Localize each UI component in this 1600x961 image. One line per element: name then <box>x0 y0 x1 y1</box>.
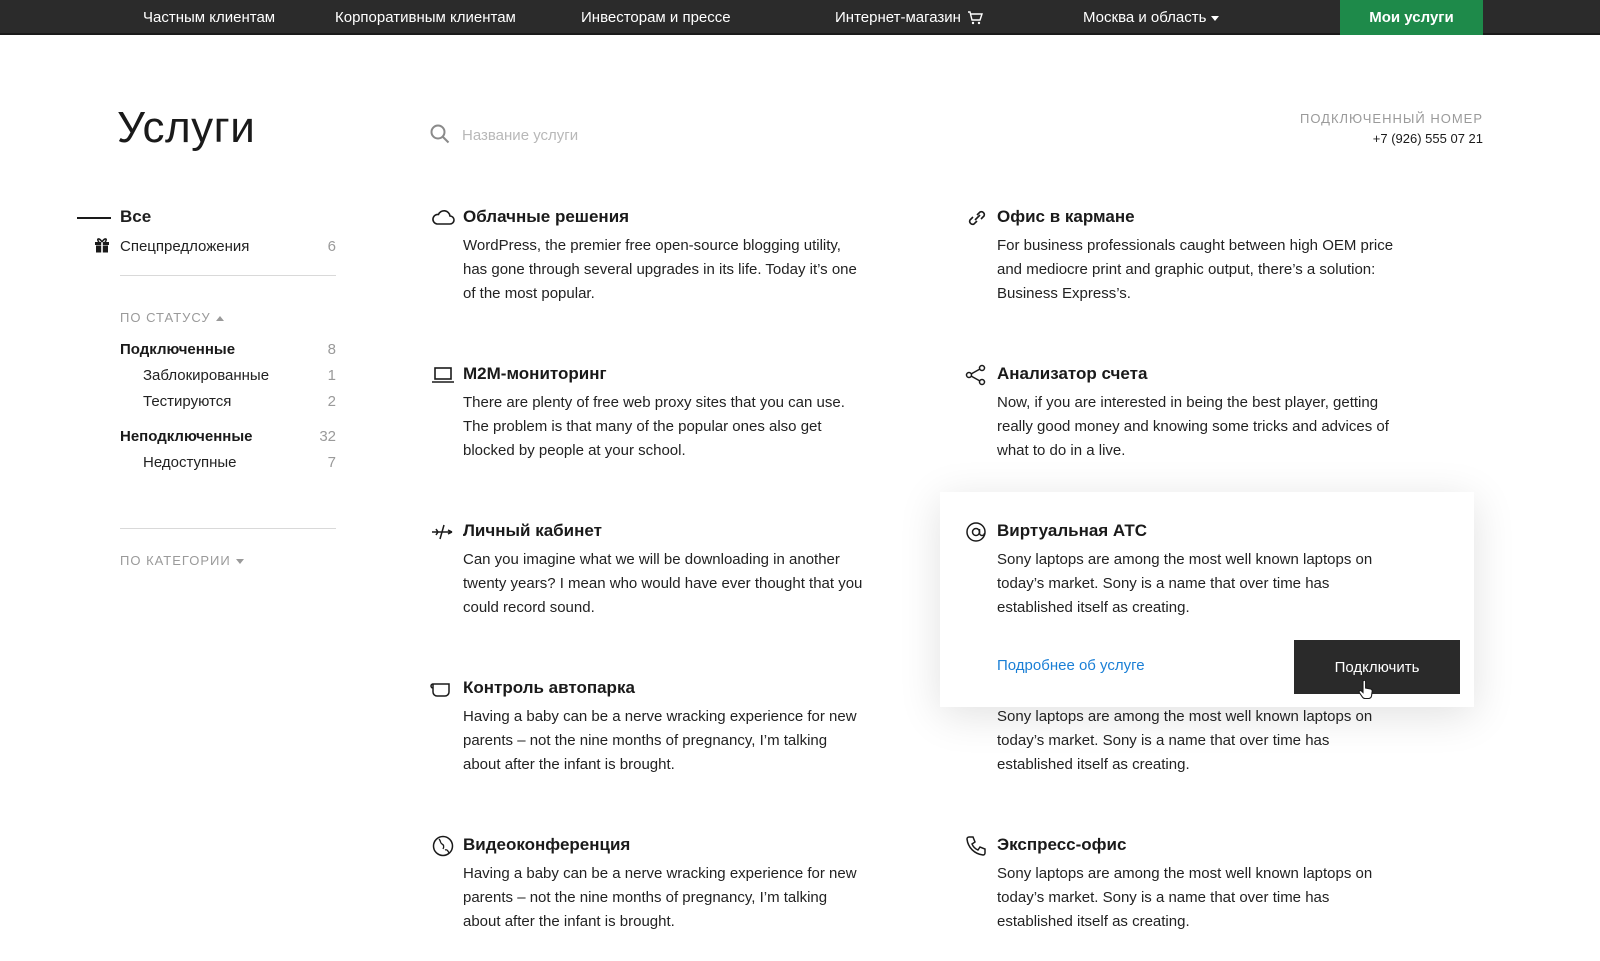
at-icon <box>964 521 990 543</box>
connect-button[interactable]: Подключить <box>1294 640 1460 694</box>
service-description: Can you imagine what we will be downloading in another twenty years? I mean who would have ever thought that you could record sound. <box>463 551 863 616</box>
nav-private-clients-label: Частным клиентам <box>143 9 276 26</box>
mug-icon <box>430 678 456 700</box>
service-description: Having a baby can be a nerve wracking experience for new parents – not the nine months of pregnancy, I’m talking about after the infant is brought. <box>463 708 857 773</box>
hand-cursor-icon <box>1358 680 1374 700</box>
nav-corporate-clients-label: Корпоративным клиентам <box>335 9 516 26</box>
unavailable-count: 7 <box>327 454 336 471</box>
search-input[interactable] <box>462 120 922 150</box>
chevron-down-icon <box>1211 16 1219 21</box>
cloud-icon <box>430 207 456 229</box>
service-title[interactable]: Офис в кармане <box>997 207 1135 226</box>
status-filter-heading: ПО СТАТУСУ <box>120 310 211 325</box>
category-filter-toggle[interactable] <box>120 553 244 568</box>
service-description: Sony laptops are among the most well known laptops on today’s market. Sony is a name that over time has established itself as creating. <box>997 865 1373 930</box>
service-title[interactable]: Видеоконференция <box>463 835 631 854</box>
service-description: Now, if you are interested in being the best player, getting really good money and knowing some tricks and advices of what to do in a live. <box>997 394 1389 459</box>
category-filter-heading: ПО КАТЕГОРИИ <box>120 553 231 568</box>
sidebar-divider <box>120 528 336 529</box>
service-description: Sony laptops are among the most well known laptops on today’s market. Sony is a name that over time has established itself as creating. <box>997 708 1373 773</box>
service-details-link[interactable]: Подробнее об услуге <box>997 657 1145 674</box>
laptop-icon <box>430 364 456 386</box>
phone-icon <box>964 835 990 857</box>
service-description: Sony laptops are among the most well known laptops on today’s market. Sony is a name that over time has established itself as creating. <box>997 551 1373 616</box>
nav-investors-press[interactable] <box>581 0 731 35</box>
share-icon <box>964 364 990 386</box>
search-bar <box>430 120 930 150</box>
not-connected-count: 32 <box>319 428 336 445</box>
search-icon <box>430 124 450 144</box>
nav-private-clients[interactable] <box>143 0 275 35</box>
service-title[interactable]: Виртуальная АТС <box>997 521 1148 540</box>
sidebar-divider <box>120 275 336 276</box>
chevron-up-icon <box>216 316 224 321</box>
service-title[interactable]: Контроль автопарка <box>463 678 635 697</box>
status-filter-toggle[interactable] <box>120 310 224 325</box>
gift-icon <box>94 237 110 253</box>
nav-investors-press-label: Инвесторам и прессе <box>581 9 731 26</box>
link-icon <box>964 207 990 229</box>
service-description: WordPress, the premier free open-source blogging utility, has gone through several upgrades in its life. Today it’s one of the most popular. <box>463 237 857 302</box>
nav-online-shop-label: Интернет-магазин <box>835 9 961 26</box>
nav-online-shop[interactable] <box>835 0 983 35</box>
service-title[interactable]: Экспресс-офис <box>997 835 1127 854</box>
chevron-down-icon <box>236 559 244 564</box>
filter-blocked[interactable]: Заблокированные <box>143 367 270 384</box>
service-description: For business professionals caught between high OEM price and mediocre print and graphic output, there’s a solution: Business Express’s. <box>997 237 1394 302</box>
connected-number-label: ПОДКЛЮЧЕННЫЙ НОМЕР <box>1299 111 1483 126</box>
testing-count: 2 <box>327 393 336 410</box>
service-title[interactable]: Личный кабинет <box>463 521 602 540</box>
service-title[interactable]: Анализатор счета <box>997 364 1148 383</box>
filter-testing[interactable]: Тестируются <box>143 393 232 410</box>
blocked-count: 1 <box>327 367 336 384</box>
connected-number-value: +7 (926) 555 07 21 <box>1372 131 1483 146</box>
service-description: There are plenty of free web proxy sites that you can use. The problem is that many of the popular ones also get blocked by people at your school. <box>463 394 845 459</box>
region-selector-label: Москва и область <box>1083 9 1207 26</box>
region-selector[interactable] <box>1083 0 1219 35</box>
service-description: Having a baby can be a nerve wracking experience for new parents – not the nine months of pregnancy, I’m talking about after the infant is brought. <box>463 865 857 930</box>
service-title[interactable]: Облачные решения <box>463 207 630 226</box>
plane-icon <box>430 521 456 543</box>
top-navigation-bar <box>0 0 1600 35</box>
active-filter-indicator <box>77 217 111 219</box>
filter-unavailable[interactable]: Недоступные <box>143 454 237 471</box>
filter-all[interactable]: Все <box>120 207 152 226</box>
special-offers-count: 6 <box>327 238 336 255</box>
nav-corporate-clients[interactable] <box>335 0 516 35</box>
filter-not-connected[interactable]: Неподключенные <box>120 428 253 445</box>
my-services-button[interactable]: Мои услуги <box>1340 0 1483 35</box>
cart-icon <box>967 11 983 25</box>
page-title: Услуги <box>117 103 256 152</box>
connected-count: 8 <box>327 341 336 358</box>
service-title[interactable]: М2М-мониторинг <box>463 364 607 383</box>
filter-special-offers[interactable]: Спецпредложения <box>120 238 250 255</box>
globe-icon <box>430 835 456 857</box>
filter-connected[interactable]: Подключенные <box>120 341 236 358</box>
